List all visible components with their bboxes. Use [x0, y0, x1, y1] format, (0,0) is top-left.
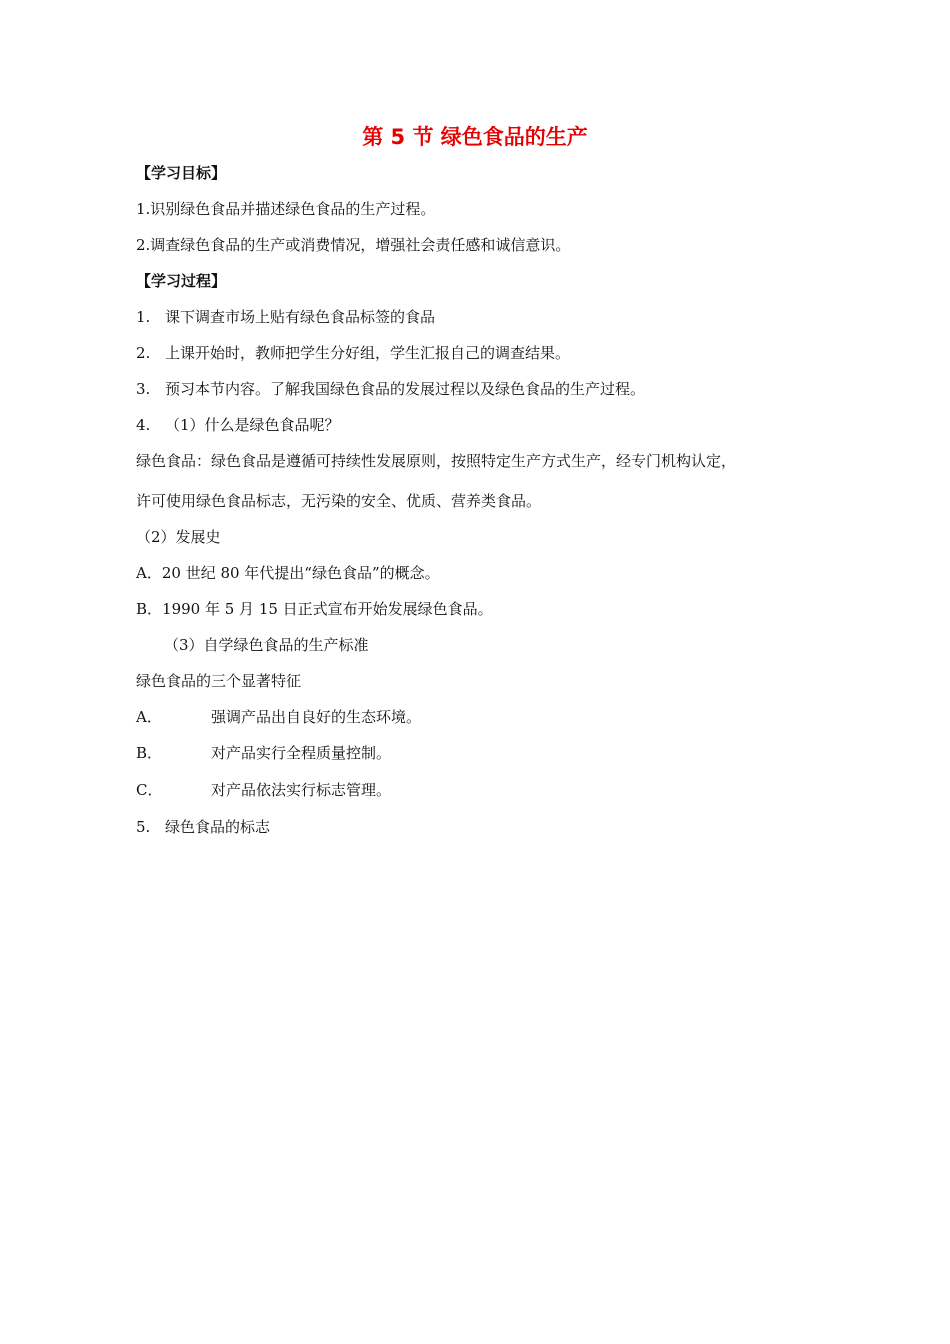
step-number: 4. — [136, 416, 151, 434]
definition-line-1: 绿色食品：绿色食品是遵循可持续性发展原则，按照特定生产方式生产，经专门机构认定， — [136, 452, 737, 470]
step-number: 1. — [136, 308, 151, 326]
feature-letter: C． — [136, 781, 163, 799]
step-text: 上课开始时，教师把学生分好组，学生汇报自己的调查结果。 — [165, 344, 571, 362]
step-number: 2. — [136, 344, 151, 362]
step-number: 5. — [136, 818, 151, 836]
process-step-4 — [136, 414, 340, 436]
history-heading: （2）发展史 — [136, 528, 221, 546]
history-item-a: A．20 世纪 80 年代提出“绿色食品”的概念。 — [136, 564, 440, 582]
process-step-5 — [136, 816, 270, 838]
features-heading: 绿色食品的三个显著特征 — [136, 672, 302, 690]
objectives-heading: 【学习目标】 — [136, 164, 227, 182]
feature-item-a — [136, 706, 421, 728]
definition-line-2: 许可使用绿色食品标志，无污染的安全、优质、营养类食品。 — [136, 492, 542, 510]
feature-text: 对产品实行全程质量控制。 — [211, 744, 392, 762]
step-text: 课下调查市场上贴有绿色食品标签的食品 — [165, 308, 436, 326]
feature-item-c — [136, 779, 391, 801]
standard-heading: （3）自学绿色食品的生产标准 — [164, 636, 369, 654]
step-text: （1）什么是绿色食品呢？ — [165, 416, 340, 434]
process-step-3 — [136, 378, 645, 400]
step-text: 绿色食品的标志 — [165, 818, 271, 836]
step-number: 3. — [136, 380, 151, 398]
step-text: 预习本节内容。了解我国绿色食品的发展过程以及绿色食品的生产过程。 — [165, 380, 646, 398]
history-item-b: B．1990 年 5 月 15 日正式宣布开始发展绿色食品。 — [136, 600, 493, 618]
page-title: 第 5 节 绿色食品的生产 — [362, 125, 588, 149]
feature-text: 对产品依法实行标志管理。 — [211, 781, 392, 799]
feature-letter: B． — [136, 744, 163, 762]
process-heading: 【学习过程】 — [136, 272, 227, 290]
process-step-1 — [136, 306, 435, 328]
objective-item-2: 2.调查绿色食品的生产或消费情况，增强社会责任感和诚信意识。 — [136, 236, 571, 254]
process-step-2 — [136, 342, 570, 364]
feature-text: 强调产品出自良好的生态环境。 — [211, 708, 422, 726]
feature-item-b — [136, 742, 391, 764]
objective-item-1: 1.识别绿色食品并描述绿色食品的生产过程。 — [136, 200, 436, 218]
feature-letter: A． — [136, 708, 162, 726]
